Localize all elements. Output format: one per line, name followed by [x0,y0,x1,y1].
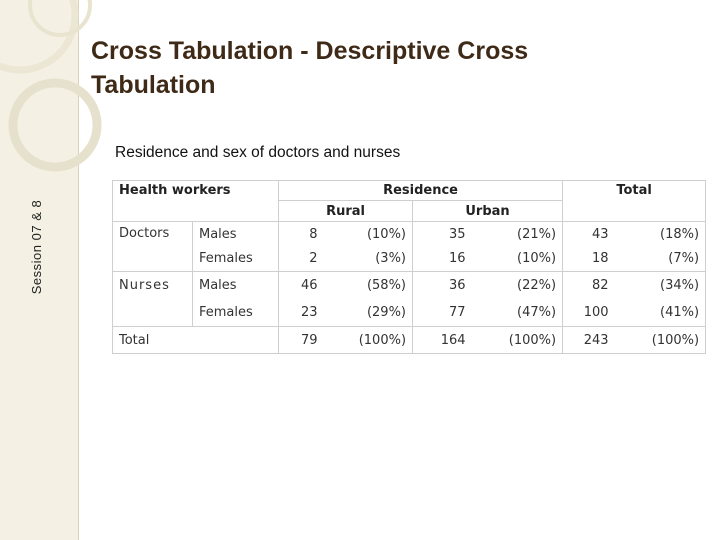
header-health-workers: Health workers [113,181,279,222]
rural-count: 23 [279,299,324,327]
urban-count: 77 [413,299,472,327]
total-count: 100 [563,299,615,327]
header-urban: Urban [413,201,563,222]
rural-percent: (29%) [324,299,413,327]
total-row [113,327,706,354]
urban-percent: (10%) [472,247,563,272]
rural-count: 8 [279,222,324,247]
header-residence: Residence [279,181,563,201]
rural-percent: (100%) [324,327,413,354]
session-label: Session 07 & 8 [29,199,44,295]
total-percent: (18%) [615,222,706,247]
header-row [113,181,706,201]
total-percent: (7%) [615,247,706,272]
total-row-label: Total [113,327,193,354]
table-caption: Residence and sex of doctors and nurses [115,144,401,161]
row-sex: Females [193,299,279,327]
rural-count: 46 [279,272,324,299]
table-row [113,272,706,299]
total-row-spacer [193,327,279,354]
urban-count: 164 [413,327,472,354]
urban-percent: (22%) [472,272,563,299]
rural-percent: (10%) [324,222,413,247]
rural-count: 2 [279,247,324,272]
header-rural: Rural [279,201,413,222]
total-count: 82 [563,272,615,299]
urban-count: 35 [413,222,472,247]
page-title: Cross Tabulation - Descriptive Cross Tabulation [91,37,529,99]
urban-percent: (100%) [472,327,563,354]
urban-percent: (21%) [472,222,563,247]
total-percent: (34%) [615,272,706,299]
rural-percent: (58%) [324,272,413,299]
row-sex: Females [193,247,279,272]
row-group-doctors: Doctors [113,222,193,272]
rural-count: 79 [279,327,324,354]
urban-count: 36 [413,272,472,299]
total-count: 18 [563,247,615,272]
urban-count: 16 [413,247,472,272]
urban-percent: (47%) [472,299,563,327]
rural-percent: (3%) [324,247,413,272]
total-percent: (41%) [615,299,706,327]
table-row [113,299,706,327]
table-row [113,247,706,272]
row-sex: Males [193,222,279,247]
cross-tab-table [112,180,706,354]
row-group-nurses: Nurses [113,272,193,327]
table-row [113,222,706,247]
header-total: Total [563,181,706,222]
row-sex: Males [193,272,279,299]
total-percent: (100%) [615,327,706,354]
total-count: 243 [563,327,615,354]
total-count: 43 [563,222,615,247]
